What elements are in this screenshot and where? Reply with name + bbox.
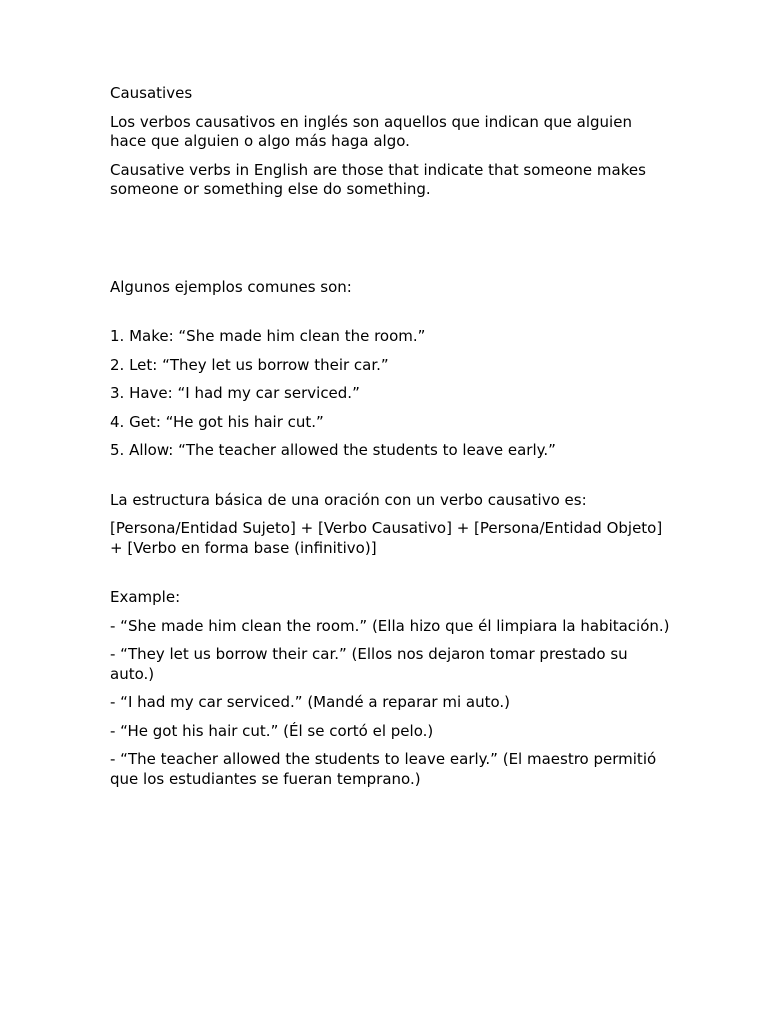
intro-spanish: Los verbos causativos en inglés son aquellos que indican que alguien hace que alguien o algo más haga algo. bbox=[110, 112, 632, 150]
document-title: Causatives bbox=[110, 84, 193, 102]
translations-list bbox=[110, 617, 670, 790]
translation-item: - “I had my car serviced.” (Mandé a reparar mi auto.) bbox=[110, 693, 511, 711]
example-item: 5. Allow: “The teacher allowed the students to leave early.” bbox=[110, 441, 556, 459]
document-page bbox=[110, 84, 670, 789]
translation-item: - “The teacher allowed the students to leave early.” (El maestro permitió que los estudiantes se fueran temprano.) bbox=[110, 750, 657, 788]
example-item: 4. Get: “He got his hair cut.” bbox=[110, 412, 324, 431]
example-item: 3. Have: “I had my car serviced.” bbox=[110, 384, 360, 402]
example-item: 2. Let: “They let us borrow their car.” bbox=[110, 355, 389, 374]
example-heading: Example: bbox=[110, 588, 181, 606]
translation-item: - “He got his hair cut.” (Él se cortó el pelo.) bbox=[110, 721, 434, 740]
translation-item: - “They let us borrow their car.” (Ellos nos dejaron tomar prestado su auto.) bbox=[110, 645, 628, 683]
examples-heading: Algunos ejemplos comunes son: bbox=[110, 277, 352, 296]
translation-item: - “She made him clean the room.” (Ella hizo que él limpiara la habitación.) bbox=[110, 616, 670, 635]
structure-formula: [Persona/Entidad Sujeto] + [Verbo Causativo] + [Persona/Entidad Objeto] + [Verbo en forma base (infinitivo)] bbox=[110, 519, 663, 557]
examples-list bbox=[110, 327, 670, 461]
intro-english: Causative verbs in English are those that indicate that someone makes someone or something else do something. bbox=[110, 160, 646, 198]
structure-heading: La estructura básica de una oración con un verbo causativo es: bbox=[110, 490, 587, 509]
example-item: 1. Make: “She made him clean the room.” bbox=[110, 327, 426, 345]
